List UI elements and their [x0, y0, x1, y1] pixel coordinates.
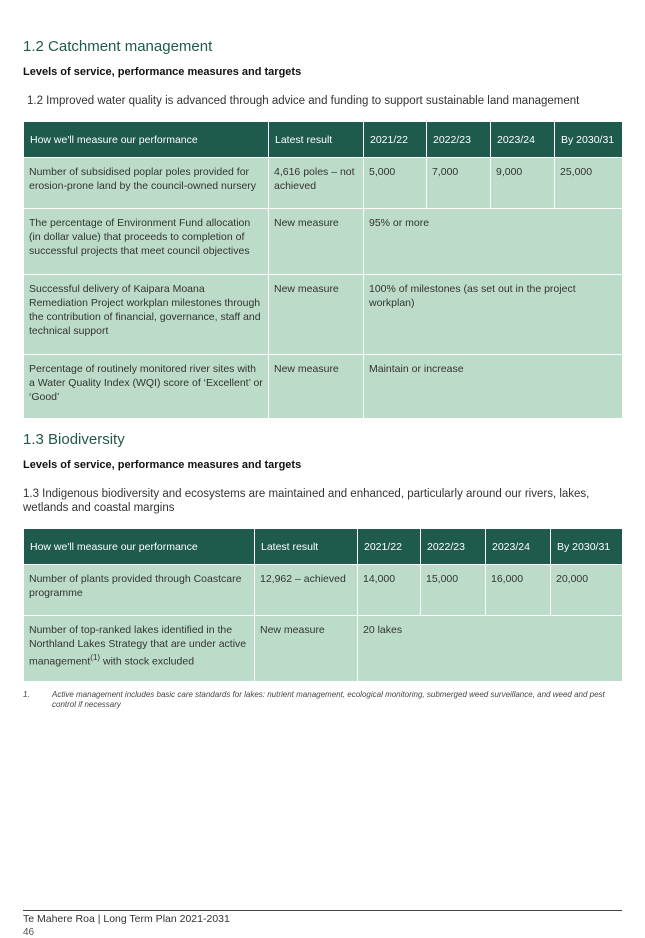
performance-table-catchment: [23, 121, 623, 419]
section-subheading: Levels of service, performance measures and targets: [23, 66, 302, 78]
intro-text: 1.3 Indigenous biodiversity and ecosystems are maintained and enhanced, particularly around our rivers, lakes, wetlands and coastal margins: [23, 488, 590, 514]
section-heading-catchment: 1.2 Catchment management: [23, 38, 213, 55]
column-header: 2022/23: [427, 122, 491, 158]
footnote-text: Active management includes basic care standards for lakes: nutrient management, ecological monitoring, submerged weed surveillance, and weed and pest control if necessary: [52, 690, 605, 709]
table-row: [24, 355, 623, 419]
target-cell: 20 lakes: [358, 616, 623, 682]
section-heading-biodiversity: 1.3 Biodiversity: [23, 431, 125, 448]
measure-text: Number of top-ranked lakes identified in the Northland Lakes Strategy that are under active management: [29, 624, 247, 668]
table-row: [24, 616, 623, 682]
target-cell: 9,000: [491, 158, 555, 209]
latest-result-cell: 4,616 poles – not achieved: [269, 158, 364, 209]
target-cell: 15,000: [421, 565, 486, 616]
latest-result-cell: 12,962 – achieved: [255, 565, 358, 616]
measure-cell: Number of subsidised poplar poles provided for erosion-prone land by the council-owned nursery: [24, 158, 269, 209]
table-row: [24, 209, 623, 275]
table-header-row: [24, 122, 623, 158]
measure-cell: Number of plants provided through Coastcare programme: [24, 565, 255, 616]
column-header: 2023/24: [486, 529, 551, 565]
latest-result-cell: New measure: [269, 209, 364, 275]
measure-cell: Successful delivery of Kaipara Moana Remediation Project workplan milestones through the contribution of financial, governance, staff and technical support: [24, 275, 269, 355]
target-cell: 95% or more: [364, 209, 623, 275]
column-header: How we'll measure our performance: [24, 529, 255, 565]
table-header-row: [24, 529, 623, 565]
footnote-reference: (1): [90, 653, 101, 662]
footnote-number: 1.: [23, 690, 30, 699]
column-header: Latest result: [255, 529, 358, 565]
section-subheading: Levels of service, performance measures and targets: [23, 459, 302, 471]
column-header: By 2030/31: [555, 122, 623, 158]
column-header: 2023/24: [491, 122, 555, 158]
measure-cell: The percentage of Environment Fund allocation (in dollar value) that proceeds to completion of successful projects that meet council objectives: [24, 209, 269, 275]
table-row: [24, 158, 623, 209]
column-header: By 2030/31: [551, 529, 623, 565]
table-row: [24, 275, 623, 355]
latest-result-cell: New measure: [269, 275, 364, 355]
target-cell: 16,000: [486, 565, 551, 616]
column-header: How we'll measure our performance: [24, 122, 269, 158]
target-cell: 20,000: [551, 565, 623, 616]
page-number: 46: [23, 927, 35, 938]
measure-text-tail: with stock excluded: [100, 655, 195, 668]
footer-divider: [23, 910, 622, 911]
performance-table-biodiversity: [23, 528, 623, 682]
target-cell: 5,000: [364, 158, 427, 209]
latest-result-cell: New measure: [255, 616, 358, 682]
column-header: Latest result: [269, 122, 364, 158]
measure-cell: [24, 616, 255, 682]
measure-cell: Percentage of routinely monitored river sites with a Water Quality Index (WQI) score of ‘Excellent’ or ‘Good’: [24, 355, 269, 419]
intro-text: 1.2 Improved water quality is advanced through advice and funding to support sustainable land management: [27, 95, 580, 107]
table-row: [24, 565, 623, 616]
target-cell: 14,000: [358, 565, 421, 616]
target-cell: Maintain or increase: [364, 355, 623, 419]
column-header: 2021/22: [364, 122, 427, 158]
target-cell: 7,000: [427, 158, 491, 209]
target-cell: 100% of milestones (as set out in the project workplan): [364, 275, 623, 355]
column-header: 2021/22: [358, 529, 421, 565]
footer-title: Te Mahere Roa | Long Term Plan 2021-2031: [23, 913, 230, 925]
latest-result-cell: New measure: [269, 355, 364, 419]
column-header: 2022/23: [421, 529, 486, 565]
target-cell: 25,000: [555, 158, 623, 209]
